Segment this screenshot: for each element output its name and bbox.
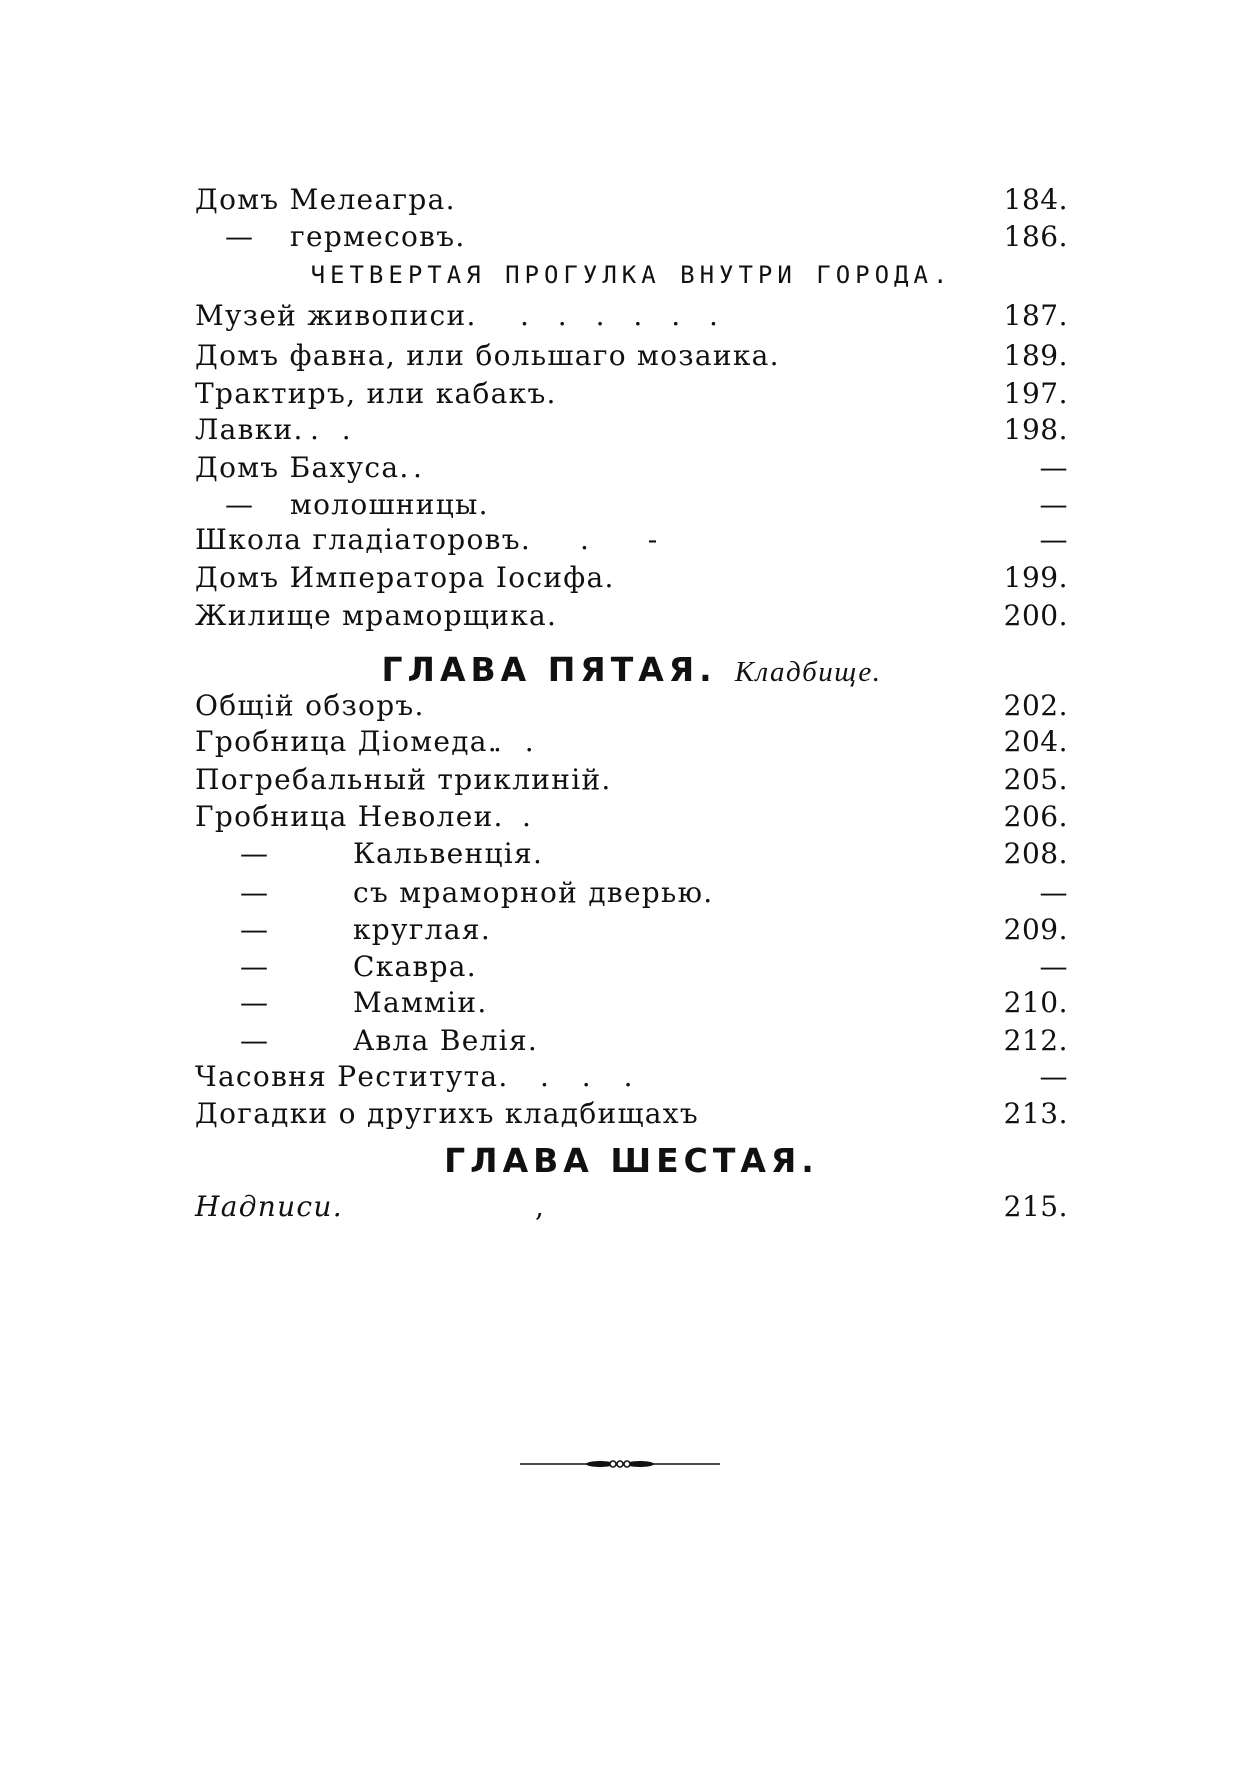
entry-page: 213. — [1003, 1097, 1068, 1130]
chapter-subtitle: Кладбище. — [734, 656, 882, 688]
toc-entry — [195, 410, 1068, 450]
entry-page: 210. — [1003, 986, 1068, 1019]
ditto-dash: — — [240, 837, 270, 870]
entry-title: Общій обзоръ. — [195, 689, 425, 722]
entry-page: 212. — [1003, 1024, 1068, 1057]
entry-title: съ мраморной дверью. — [353, 876, 714, 909]
entry-title: круглая. — [353, 913, 492, 946]
entry-title: Авла Велія. — [353, 1024, 539, 1057]
entry-page: 208. — [1003, 837, 1068, 870]
leader-dots: . . — [493, 725, 534, 758]
entry-title: Домъ Бахуса. — [195, 451, 410, 484]
entry-page: 204. — [1003, 725, 1068, 758]
ditto-dash: — — [225, 488, 255, 521]
entry-page: — — [1039, 950, 1068, 983]
toc-entry — [195, 217, 1068, 257]
entry-title: Школа гладіаторовъ. — [195, 523, 532, 556]
toc-entry — [195, 520, 1068, 560]
toc-entry — [195, 485, 1068, 525]
leader-dots: . — [522, 800, 531, 833]
entry-page: 186. — [1003, 220, 1068, 253]
entry-title: Мамміи. — [353, 986, 488, 1019]
chapter-label: ГЛАВА ШЕСТАЯ. — [444, 1141, 819, 1180]
entry-title: Кальвенція. — [353, 837, 544, 870]
entry-page: — — [1039, 488, 1068, 521]
entry-page: 184. — [1003, 183, 1068, 216]
entry-title: Часовня Реститута. — [195, 1060, 509, 1093]
leader-dots: . — [413, 451, 422, 484]
toc-entry — [195, 797, 1068, 837]
entry-title: Гробница Діомеда. — [195, 725, 498, 758]
toc-entry — [195, 1094, 1068, 1134]
entry-title: Музей живописи. — [195, 299, 477, 332]
entry-page: 205. — [1003, 763, 1068, 796]
toc-entry — [195, 596, 1068, 636]
ditto-dash: — — [240, 950, 270, 983]
section-heading: ЧЕТВЕРТАЯ ПРОГУЛКА ВНУТРИ ГОРОДА. — [310, 261, 953, 289]
toc-entry — [195, 374, 1068, 414]
toc-entry — [195, 686, 1068, 726]
entry-title: Жилище мраморщика. — [195, 599, 558, 632]
entry-page: — — [1039, 876, 1068, 909]
entry-title: Гробница Неволеи. — [195, 800, 504, 833]
leader-dots: . . — [310, 413, 351, 446]
entry-title: Скавра. — [353, 950, 477, 983]
entry-page: 200. — [1003, 599, 1068, 632]
toc-entry — [195, 1057, 1068, 1097]
entry-page: 198. — [1003, 413, 1068, 446]
entry-page: 202. — [1003, 689, 1068, 722]
entry-title: Трактиръ, или кабакъ. — [195, 377, 557, 410]
entry-page: 215. — [1003, 1190, 1068, 1223]
leader-dots: . . . . . . — [520, 299, 718, 332]
leader-dots: . . . — [540, 1060, 633, 1093]
entry-title: Догадки о другихъ кладбищахъ — [195, 1097, 699, 1130]
entry-title: Надписи. — [195, 1190, 343, 1223]
toc-entry — [195, 947, 1068, 987]
entry-page: — — [1039, 523, 1068, 556]
ditto-dash: — — [240, 1024, 270, 1057]
entry-title: Домъ Императора Іосифа. — [195, 561, 615, 594]
entry-title: Домъ Мелеагра. — [195, 183, 456, 216]
chapter-heading — [195, 1136, 1068, 1192]
ornament-divider — [520, 1454, 720, 1474]
ditto-dash: — — [240, 986, 270, 1019]
toc-entry — [195, 558, 1068, 598]
toc-entry — [195, 834, 1068, 874]
toc-entry — [195, 448, 1068, 488]
entry-page: 199. — [1003, 561, 1068, 594]
ditto-dash: — — [225, 220, 255, 253]
toc-entry — [195, 910, 1068, 950]
entry-page: — — [1039, 1060, 1068, 1093]
entry-title: гермесовъ. — [290, 220, 466, 253]
leader-dots: . - — [580, 523, 658, 556]
toc-entry — [195, 873, 1068, 913]
entry-page: 197. — [1003, 377, 1068, 410]
entry-page: 206. — [1003, 800, 1068, 833]
entry-title: Погребальный триклиній. — [195, 763, 612, 796]
toc-entry — [195, 180, 1068, 220]
entry-page: 209. — [1003, 913, 1068, 946]
toc-entry — [195, 336, 1068, 376]
entry-page: — — [1039, 451, 1068, 484]
entry-title: молошницы. — [290, 488, 489, 521]
entry-title: Домъ фавна, или большаго мозаика. — [195, 339, 780, 372]
toc-entry — [195, 760, 1068, 800]
toc-entry — [195, 1187, 1068, 1227]
ditto-dash: — — [240, 876, 270, 909]
entry-page: 187. — [1003, 299, 1068, 332]
toc-entry — [195, 722, 1068, 762]
chapter-label: ГЛАВА ПЯТАЯ. — [381, 650, 717, 689]
ditto-dash: — — [240, 913, 270, 946]
entry-page: 189. — [1003, 339, 1068, 372]
entry-title: Лавки. — [195, 413, 304, 446]
leader-dots: , — [535, 1190, 544, 1223]
toc-entry — [195, 1021, 1068, 1061]
toc-entry — [195, 296, 1068, 336]
toc-entry — [195, 983, 1068, 1023]
